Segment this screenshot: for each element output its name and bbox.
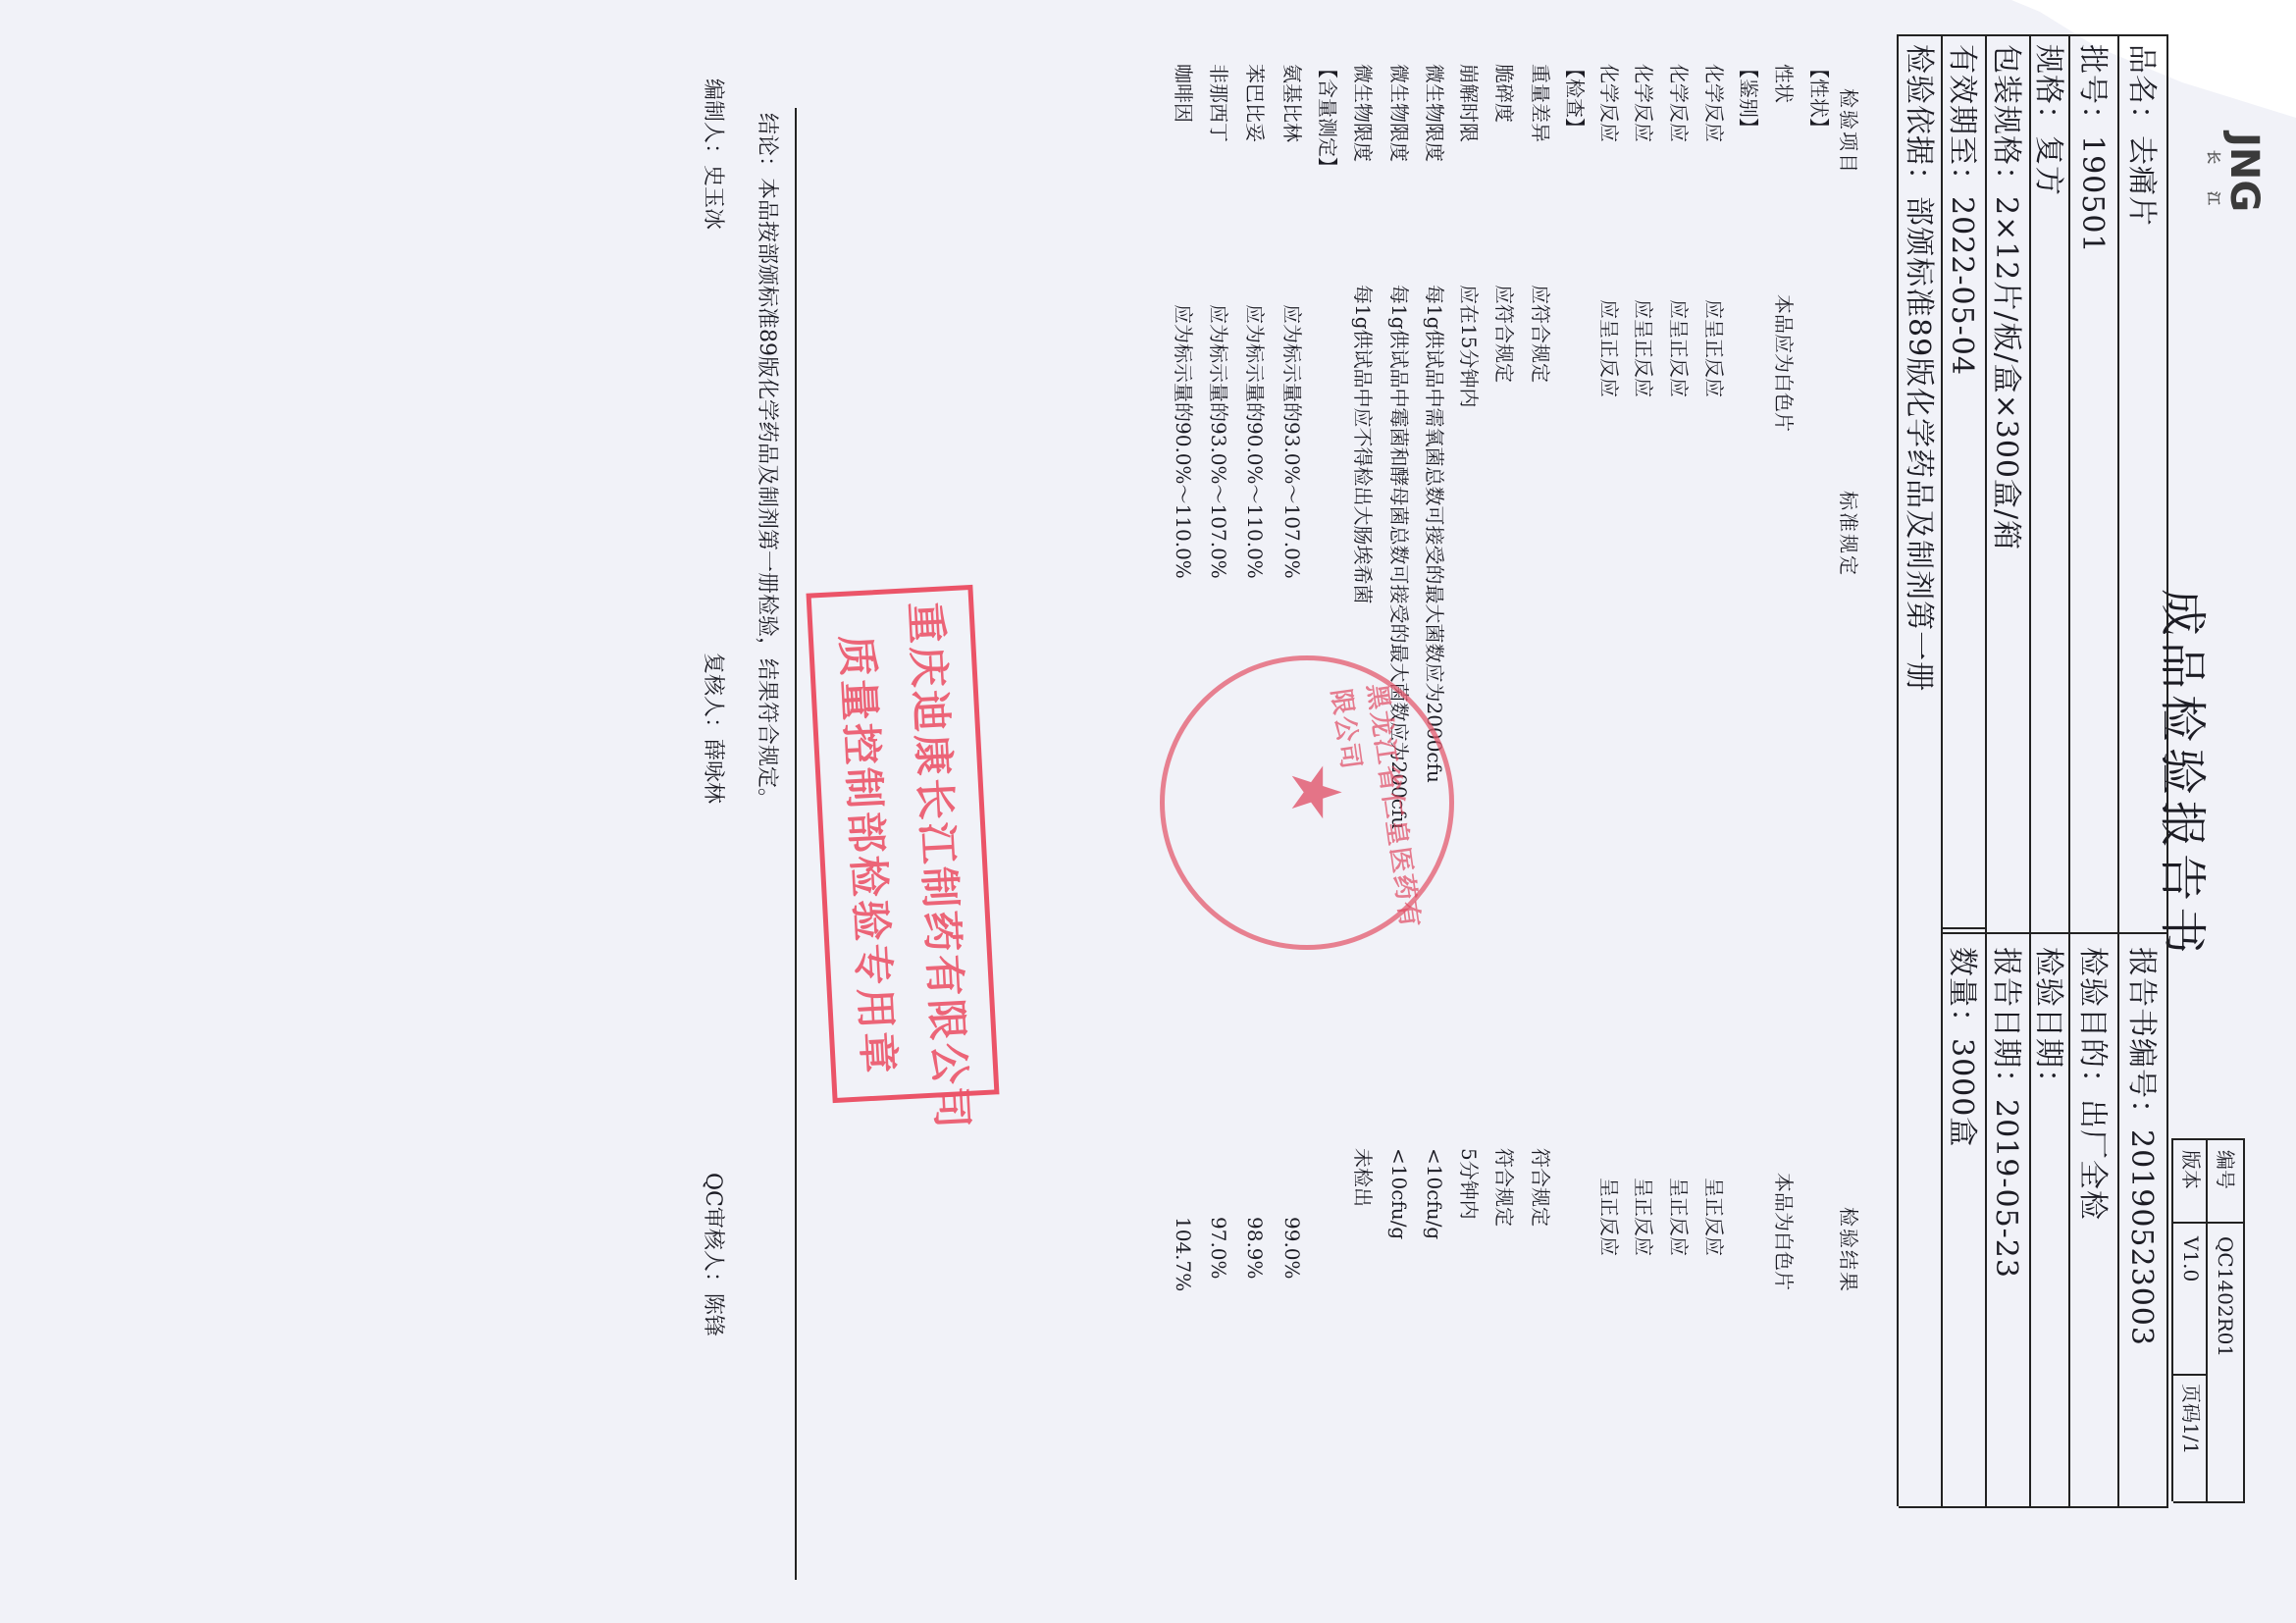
expiry-date: 有效期至：2022-05-04 <box>1945 44 1979 376</box>
package-spec: 包装规格：2×12片/板/盒×300盒/箱 <box>1989 44 2023 551</box>
table-row-result: <10cfu/g <box>1423 1148 1446 1240</box>
quantity: 数量：3000盒 <box>1945 947 1979 1148</box>
rect-seal-line2: 质量控制部检验专用章 <box>831 633 904 1077</box>
table-row-result: 97.0% <box>1207 1217 1230 1280</box>
table-row-result: 99.0% <box>1280 1217 1304 1280</box>
signature-qc-reviewer: QC审核人：陈锋 <box>701 1173 725 1336</box>
table-row-result: 呈正反应 <box>1632 1178 1655 1256</box>
table-row-standard: 每1g供试品中需氧菌总数可接受的最大菌数应为2000cfu <box>1423 285 1446 783</box>
table-row-result: 符合规定 <box>1529 1148 1552 1227</box>
table-row-standard: 应为标示量的90.0%～110.0% <box>1243 304 1267 579</box>
table-row-item: 【检查】 <box>1563 59 1587 137</box>
table-row-item: 化学反应 <box>1667 64 1691 142</box>
table-row-result: 未检出 <box>1351 1148 1375 1207</box>
table-row-item: 崩解时限 <box>1457 64 1481 142</box>
signature-reviewer: 复核人：薛咏林 <box>701 653 725 805</box>
rect-seal <box>807 585 1000 1133</box>
table-row-standard: 本品应为白色片 <box>1772 294 1796 432</box>
table-row-result: 呈正反应 <box>1597 1178 1621 1256</box>
logo-mark: JNG <box>2221 132 2267 213</box>
table-row-result: <10cfu/g <box>1387 1148 1411 1240</box>
table-row-item: 化学反应 <box>1597 64 1621 142</box>
column-header-standard: 标准规定 <box>1837 491 1860 577</box>
page-title: 成品检验报告书 <box>2155 589 2210 961</box>
rect-seal-line1: 重庆迪康长江制药有限公司 <box>901 601 977 1133</box>
table-row-item: 化学反应 <box>1702 64 1726 142</box>
table-row-standard: 应呈正反应 <box>1597 299 1621 397</box>
table-row-item: 氨基比林 <box>1280 64 1304 142</box>
table-row-result: 符合规定 <box>1492 1148 1516 1227</box>
table-row-item: 【鉴别】 <box>1737 59 1760 137</box>
table-row-result: 104.7% <box>1172 1217 1195 1292</box>
page-label: 页码1/1 <box>2179 1384 2203 1455</box>
round-seal-text: 黑龙江省仁皇医药有限公司 <box>1325 681 1425 931</box>
table-row-item: 性状 <box>1772 64 1796 103</box>
table-row-standard: 应为标示量的93.0%～107.0% <box>1280 304 1304 579</box>
logo-char-left: 长 <box>2205 150 2220 164</box>
product-name: 品名：去痛片 <box>2124 44 2159 227</box>
table-row-item: 【性状】 <box>1807 59 1831 137</box>
version-value: V1.0 <box>2179 1236 2203 1283</box>
table-row-standard: 应呈正反应 <box>1702 299 1726 397</box>
table-row-result: 98.9% <box>1243 1217 1267 1280</box>
code-value: QC1402R01 <box>2214 1236 2237 1358</box>
table-row-standard: 应符合规定 <box>1492 285 1516 383</box>
table-row-standard: 应为标示量的90.0%～110.0% <box>1172 304 1195 579</box>
table-row-item: 微生物限度 <box>1387 64 1411 162</box>
table-row-item: 咖啡因 <box>1172 64 1195 123</box>
logo-char-right: 江 <box>2205 191 2220 205</box>
batch-number: 批号：190501 <box>2075 44 2110 254</box>
table-row-result: 5分钟内 <box>1457 1148 1481 1220</box>
table-row-standard: 应呈正反应 <box>1667 299 1691 397</box>
test-purpose: 检验目的：出厂全检 <box>2075 947 2110 1221</box>
table-row-item: 苯巴比妥 <box>1243 64 1267 142</box>
column-header-result: 检验结果 <box>1837 1207 1860 1293</box>
table-row-item: 【含量测定】 <box>1316 59 1339 177</box>
table-row-standard: 应符合规定 <box>1529 285 1552 383</box>
conclusion: 结论：本品按部颁标准89版化学药品及制剂第一册检验，结果符合规定。 <box>755 113 779 810</box>
table-row-item: 非那西丁 <box>1207 64 1230 142</box>
spec: 规格：复方 <box>2031 44 2065 196</box>
table-row-standard: 应为标示量的93.0%～107.0% <box>1207 304 1230 579</box>
report-date: 报告日期：2019-05-23 <box>1989 947 2023 1279</box>
table-row-item: 脆碎度 <box>1492 64 1516 123</box>
star-icon: ★ <box>1276 761 1356 823</box>
table-row-item: 微生物限度 <box>1351 64 1375 162</box>
report-number: 报告书编号：20190523003 <box>2124 947 2159 1346</box>
column-header-item: 检验项目 <box>1837 88 1860 175</box>
table-row-standard: 每1g供试品中霉菌和酵母菌总数可接受的最大菌数应为200cfu <box>1387 285 1411 830</box>
table-row-item: 微生物限度 <box>1423 64 1446 162</box>
test-basis: 检验依据：部颁标准89版化学药品及制剂第一册 <box>1902 44 1936 693</box>
table-row-item: 重量差异 <box>1529 64 1552 142</box>
table-row-result: 呈正反应 <box>1702 1178 1726 1256</box>
table-row-item: 化学反应 <box>1632 64 1655 142</box>
code-label: 编号 <box>2214 1150 2237 1189</box>
test-date: 检验日期： <box>2031 947 2065 1099</box>
table-row-standard: 应呈正反应 <box>1632 299 1655 397</box>
table-row-result: 呈正反应 <box>1667 1178 1691 1256</box>
table-row-result: 本品为白色片 <box>1772 1173 1796 1290</box>
version-label: 版本 <box>2179 1150 2203 1189</box>
table-row-standard: 应在15分钟内 <box>1457 285 1481 408</box>
company-logo <box>2205 132 2267 213</box>
round-seal <box>1160 655 1454 950</box>
signature-compiler: 编制人：史玉冰 <box>701 79 725 231</box>
table-row-standard: 每1g供试品中应不得检出大肠埃希菌 <box>1351 285 1375 604</box>
